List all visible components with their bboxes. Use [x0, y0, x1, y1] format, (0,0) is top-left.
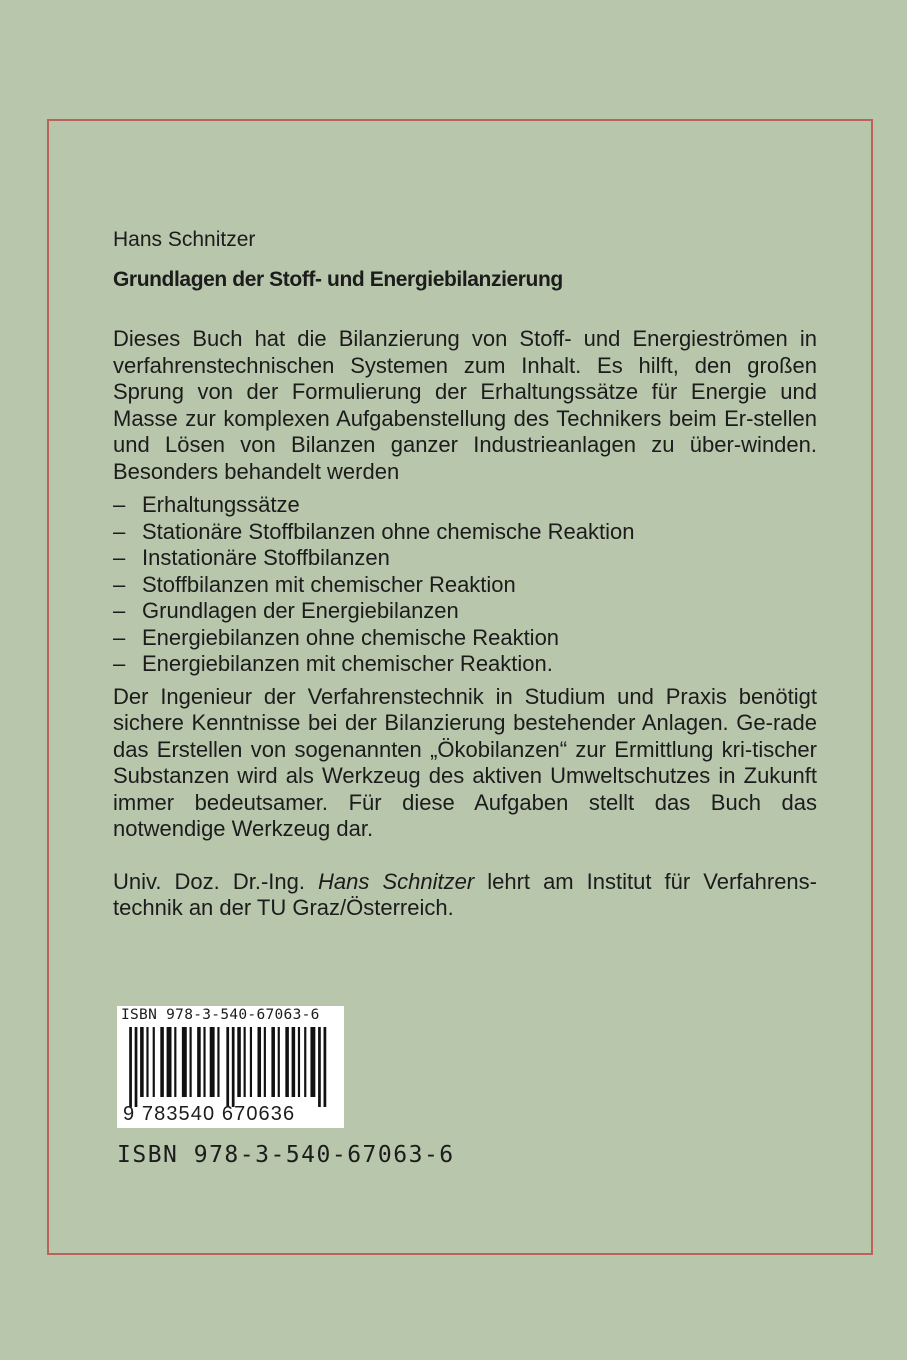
barcode-bar — [190, 1027, 192, 1097]
barcode-bar — [232, 1027, 235, 1107]
barcode-bar — [217, 1027, 219, 1097]
topic-list-item — [113, 572, 817, 599]
barcode-bar — [174, 1027, 176, 1097]
barcode-bar — [285, 1027, 289, 1097]
topic-text: Stationäre Stoffbilanzen ohne chemische Reaktion — [142, 518, 635, 544]
list-dash: – — [113, 571, 126, 597]
list-dash: – — [113, 651, 126, 676]
book-title: Grundlagen der Stoff- und Energiebilanzierung — [113, 268, 563, 291]
topic-text: Instationäre Stoffbilanzen — [142, 545, 390, 570]
topic-text: Energiebilanzen mit chemischer Reaktion. — [142, 651, 553, 676]
barcode-bar — [203, 1027, 205, 1097]
barcode-digits: 9 783540 670636 — [123, 1103, 296, 1125]
topic-text: Energiebilanzen ohne chemische Reaktion — [142, 624, 560, 650]
barcode — [117, 1006, 344, 1128]
barcode-bar — [197, 1027, 201, 1097]
body-paragraph: Der Ingenieur der Verfahrenstechnik in Studium und Praxis benötigt sichere Kenntnisse bei der Bilanzierung bestehender Anlagen. Ge-rade das Erstellen von sogenannten „Ökobilanzen“ zur Ermittlung kri-tischer Substanzen wird als Werkzeug des aktiven Umweltschutzes in Zukunft immer bedeutsamer. Für diese Aufgaben stellt das Buch das notwendige Werkzeug dar. — [113, 683, 817, 841]
back-cover-text — [113, 226, 817, 922]
barcode-bar — [310, 1027, 315, 1097]
barcode-bar — [237, 1027, 241, 1097]
barcode-bar — [153, 1027, 155, 1097]
barcode-isbn-label: ISBN 978-3-540-67063-6 — [121, 1007, 320, 1023]
barcode-bar — [210, 1027, 215, 1097]
bio-prefix: Univ. Doz. Dr.-Ing. — [113, 868, 305, 894]
bio-suffix: lehrt am Institut für Verfahrens-technik an der TU Graz/Österreich. — [113, 868, 817, 920]
barcode-bar — [324, 1027, 327, 1107]
list-dash: – — [113, 518, 126, 544]
barcode-bar — [250, 1027, 252, 1097]
barcode-bar — [304, 1027, 306, 1097]
barcode-bar — [244, 1027, 246, 1097]
topic-list — [113, 492, 817, 678]
barcode-bar — [292, 1027, 296, 1097]
barcode-bar — [318, 1027, 321, 1107]
barcode-bar — [167, 1027, 172, 1097]
barcode-bar — [160, 1027, 164, 1097]
barcode-bar — [146, 1027, 148, 1097]
author-bio — [113, 869, 817, 922]
topic-list-item — [113, 651, 817, 678]
topic-text: Stoffbilanzen mit chemischer Reaktion — [142, 571, 516, 597]
isbn-number: ISBN 978-3-540-67063-6 — [117, 1142, 455, 1168]
topic-list-item — [113, 519, 817, 546]
topic-text: Grundlagen der Energiebilanzen — [142, 598, 459, 623]
barcode-bar — [264, 1027, 266, 1097]
list-dash: – — [113, 545, 126, 570]
barcode-bar — [226, 1027, 229, 1107]
list-dash: – — [113, 598, 126, 623]
topic-list-item — [113, 492, 817, 519]
list-dash: – — [113, 492, 126, 517]
author-name: Hans Schnitzer — [113, 228, 256, 251]
barcode-bar — [140, 1027, 144, 1097]
topic-text: Erhaltungssätze — [142, 492, 300, 517]
barcode-bar — [182, 1027, 187, 1097]
barcode-bar — [298, 1027, 300, 1097]
bio-author-name: Hans Schnitzer — [318, 868, 475, 894]
barcode-bar — [129, 1027, 132, 1107]
barcode-bar — [257, 1027, 261, 1097]
intro-paragraph: Dieses Buch hat die Bilanzierung von Stoff- und Energieströmen in verfahrenstechnischen Systemen zum Inhalt. Es hilft, den großen Sprung von der Formulierung der Erhaltungssätze für Energie und Masse zur komplexen Aufgabenstellung des Technikers beim Er-stellen und Lösen von Bilanzen ganzer Industrieanlagen zu über-winden. Besonders behandelt werden — [113, 326, 817, 484]
barcode-bar — [135, 1027, 138, 1107]
barcode-bar — [278, 1027, 280, 1097]
list-dash: – — [113, 624, 126, 650]
barcode-bar — [271, 1027, 275, 1097]
barcode-bars — [121, 1027, 340, 1107]
topic-list-item — [113, 598, 817, 625]
topic-list-item — [113, 625, 817, 652]
topic-list-item — [113, 545, 817, 572]
